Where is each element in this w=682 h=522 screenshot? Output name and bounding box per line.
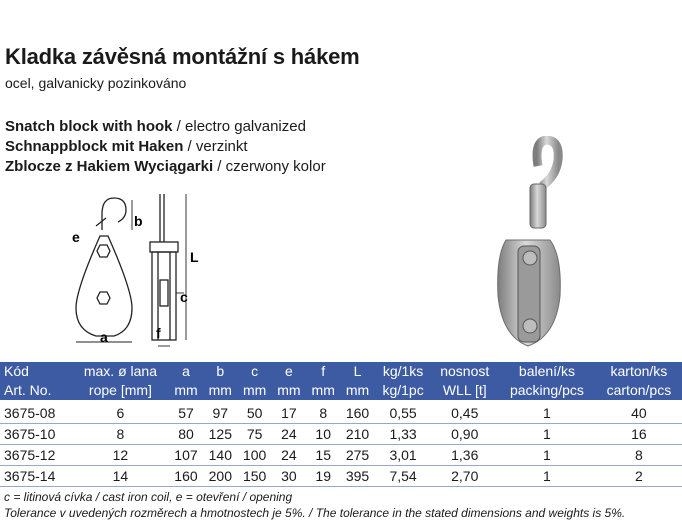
table-cell: 0,90 <box>431 424 498 445</box>
table-cell: 210 <box>340 424 374 445</box>
table-cell: 8 <box>72 424 169 445</box>
product-variants <box>5 117 326 177</box>
table-cell: 24 <box>272 424 306 445</box>
table-cell: 160 <box>340 402 374 424</box>
col-header: packing/pcs <box>498 381 596 402</box>
table-cell: 3675-08 <box>0 402 72 424</box>
table-cell: 10 <box>306 424 340 445</box>
technical-drawing <box>66 190 226 350</box>
footnote-legend: c = litinová cívka / cast iron coil, e = otevření / opening <box>4 490 293 504</box>
table-row <box>0 424 682 445</box>
label-e: e <box>72 229 80 245</box>
table-cell: 107 <box>169 445 203 466</box>
table-cell: 80 <box>169 424 203 445</box>
table-row <box>0 466 682 487</box>
label-a: a <box>100 329 108 345</box>
col-header: L <box>353 363 362 379</box>
table-cell: 150 <box>237 466 271 487</box>
table-cell: 140 <box>203 445 237 466</box>
page-subtitle: ocel, galvanicky pozinkováno <box>5 75 187 91</box>
variant-separator: / <box>213 158 226 175</box>
table-cell: 125 <box>203 424 237 445</box>
table-cell: 40 <box>596 402 682 424</box>
variant-de <box>5 137 326 157</box>
label-b: b <box>134 213 143 229</box>
table-cell: 8 <box>306 402 340 424</box>
table-cell: 17 <box>272 402 306 424</box>
label-c: c <box>180 289 188 305</box>
label-L: L <box>190 249 199 265</box>
drawing-hook <box>102 198 126 230</box>
table-cell: 275 <box>340 445 374 466</box>
table-cell: 100 <box>237 445 271 466</box>
col-header: mm <box>169 381 203 402</box>
col-header: mm <box>340 381 374 402</box>
col-header: Kód <box>4 363 29 379</box>
col-header: kg/1ks <box>382 363 424 379</box>
col-header: e <box>285 363 293 379</box>
col-header: mm <box>203 381 237 402</box>
drawing-block-body <box>76 236 132 336</box>
variant-desc: electro galvanized <box>185 118 306 135</box>
variant-desc: czerwony kolor <box>225 158 326 175</box>
table-cell: 1 <box>498 402 596 424</box>
variant-name: Snatch block with hook <box>5 118 173 135</box>
table-cell: 1 <box>498 466 596 487</box>
table-cell: 19 <box>306 466 340 487</box>
table-cell: 15 <box>306 445 340 466</box>
table-cell: 1 <box>498 445 596 466</box>
variant-name: Zblocze z Hakiem Wyciągarki <box>5 158 214 175</box>
table-header-row <box>0 362 682 381</box>
footnote-tolerance: Tolerance v uvedených rozměrech a hmotnostech je 5%. / The tolerance in the stated dimensions and weights is 5%. <box>4 506 626 520</box>
table-cell: 1 <box>498 424 596 445</box>
table-cell: 2 <box>596 466 682 487</box>
table-header-row <box>0 381 682 402</box>
col-header: kg/1pc <box>375 381 432 402</box>
col-header: nosnost <box>440 363 490 379</box>
table-cell: 30 <box>272 466 306 487</box>
col-header: WLL [t] <box>431 381 498 402</box>
spec-table <box>0 362 682 487</box>
col-header: carton/pcs <box>596 381 682 402</box>
table-cell: 3675-12 <box>0 445 72 466</box>
table-row <box>0 445 682 466</box>
product-photo <box>480 136 580 358</box>
table-cell: 16 <box>596 424 682 445</box>
variant-separator: / <box>183 138 196 155</box>
variant-name: Schnappblock mit Haken <box>5 138 184 155</box>
col-header: karton/ks <box>610 363 668 379</box>
col-header: mm <box>237 381 271 402</box>
table-cell: 0,45 <box>431 402 498 424</box>
table-cell: 8 <box>596 445 682 466</box>
col-header: f <box>321 363 326 379</box>
table-cell: 6 <box>72 402 169 424</box>
page-title: Kladka závěsná montážní s hákem <box>5 44 360 69</box>
variant-separator: / <box>172 118 186 135</box>
table-cell: 97 <box>203 402 237 424</box>
table-cell: 75 <box>237 424 271 445</box>
table-cell: 1,33 <box>375 424 432 445</box>
table-cell: 3675-14 <box>0 466 72 487</box>
table-cell: 160 <box>169 466 203 487</box>
col-header: a <box>182 363 190 379</box>
label-f: f <box>156 325 161 341</box>
table-cell: 24 <box>272 445 306 466</box>
table-cell: 57 <box>169 402 203 424</box>
col-header: mm <box>272 381 306 402</box>
col-header: mm <box>306 381 340 402</box>
variant-en <box>5 117 326 137</box>
table-cell: 395 <box>340 466 374 487</box>
table-cell: 200 <box>203 466 237 487</box>
table-cell: 3675-10 <box>0 424 72 445</box>
table-cell: 7,54 <box>375 466 432 487</box>
col-header: max. ø lana <box>83 363 157 379</box>
col-header: balení/ks <box>518 363 575 379</box>
table-cell: 2,70 <box>431 466 498 487</box>
table-cell: 14 <box>72 466 169 487</box>
variant-pl <box>5 157 326 177</box>
table-cell: 3,01 <box>375 445 432 466</box>
variant-desc: verzinkt <box>195 138 248 155</box>
table-cell: 0,55 <box>375 402 432 424</box>
col-header: b <box>216 363 225 379</box>
table-cell: 1,36 <box>431 445 498 466</box>
table-row <box>0 402 682 424</box>
drawing-bolt-top <box>97 245 110 257</box>
col-header: Art. No. <box>0 381 72 402</box>
col-header: rope [mm] <box>72 381 169 402</box>
table-cell: 12 <box>72 445 169 466</box>
col-header: c <box>251 363 259 379</box>
table-cell: 50 <box>237 402 271 424</box>
drawing-bolt-bottom <box>97 292 110 304</box>
